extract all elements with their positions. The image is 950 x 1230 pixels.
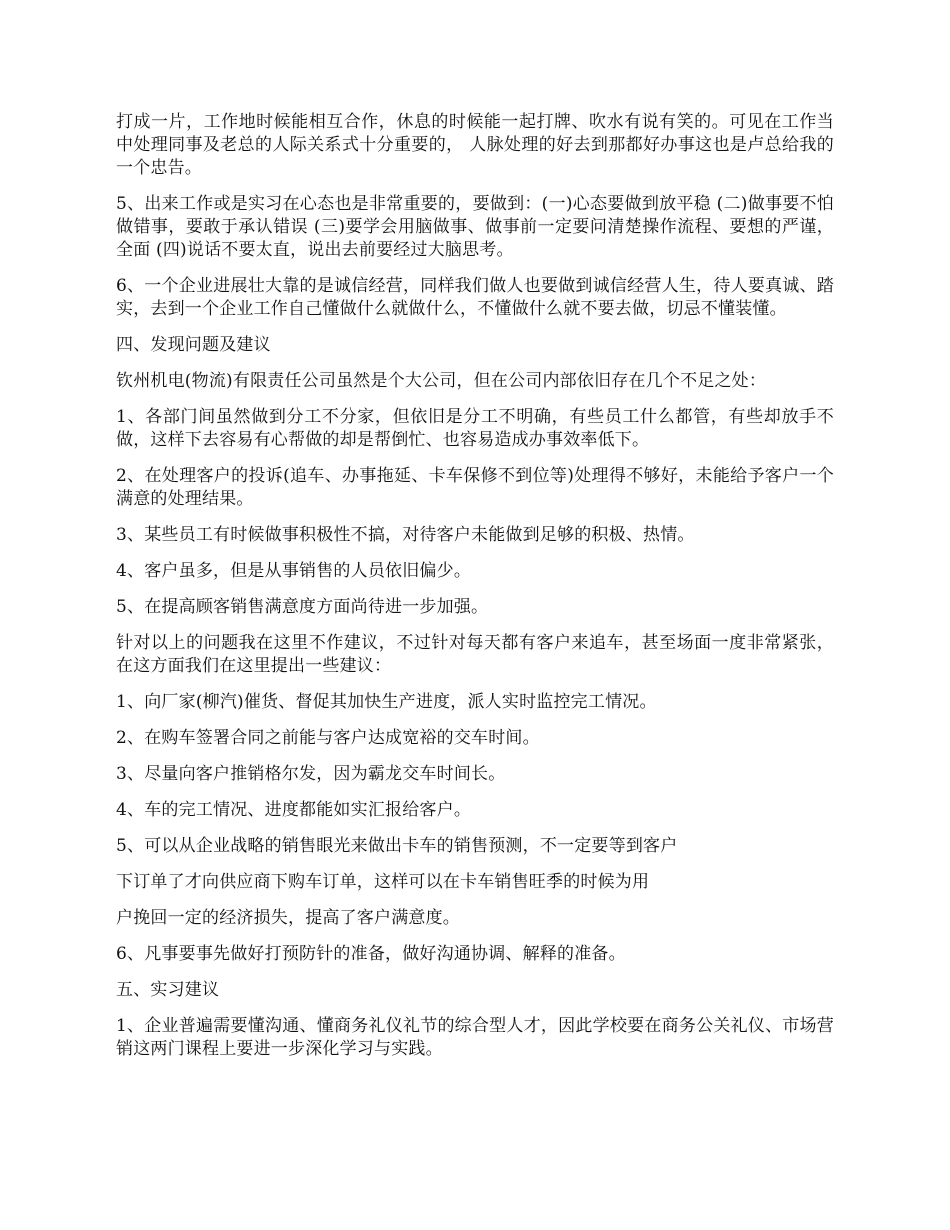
paragraph-interpersonal-advice: 打成一片，工作地时候能相互合作，休息的时候能一起打牌、吹水有说有笑的。可见在工作当中处理同事及老总的人际关系式十分重要的， 人脉处理的好去到那都好办事这也是卢总给我的一个忠告。 [116, 112, 834, 178]
list-item-suggestion-2: 2、在购车签署合同之前能与客户达成宽裕的交车时间。 [116, 728, 540, 748]
section-heading-problems: 四、发现问题及建议 [116, 335, 271, 355]
document-body [116, 111, 834, 1074]
list-item-suggestion-4: 4、车的完工情况、进度都能如实汇报给客户。 [116, 800, 472, 820]
list-item-problem-5: 5、在提高顾客销售满意度方面尚待进一步加强。 [116, 597, 489, 617]
list-item-advice-1: 1、企业普遍需要懂沟通、懂商务礼仪礼节的综合型人才，因此学校要在商务公关礼仪、市场营销这两门课程上要进一步深化学习与实践。 [116, 1016, 834, 1059]
list-item-suggestion-5-line-2: 下订单了才向供应商下购车订单，这样可以在卡车销售旺季的时候为用 [116, 872, 650, 892]
list-item-problem-4: 4、客户虽多，但是从事销售的人员依旧偏少。 [116, 561, 472, 581]
list-item-problem-2: 2、在处理客户的投诉(追车、办事拖延、卡车保修不到位等)处理得不够好，未能给予客户一个满意的处理结果。 [116, 466, 834, 509]
paragraph-company-intro: 钦州机电(物流)有限责任公司虽然是个大公司，但在公司内部依旧存在几个不足之处： [116, 371, 767, 391]
list-item-problem-1: 1、各部门间虽然做到分工不分家，但依旧是分工不明确，有些员工什么都管，有些却放手不做，这样下去容易有心帮做的却是帮倒忙、也容易造成办事效率低下。 [116, 407, 834, 450]
list-item-suggestion-5-line-1: 5、可以从企业战略的销售眼光来做出卡车的销售预测，不一定要等到客户 [116, 836, 678, 856]
list-item-suggestion-1: 1、向厂家(柳汽)催货、督促其加快生产进度，派人实时监控完工情况。 [116, 692, 657, 712]
paragraph-point-5-attitude: 5、出来工作或是实习在心态也是非常重要的，要做到：(一)心态要做到放平稳 (二)做事要不怕做错事，要敢于承认错误 (三)要学会用脑做事、做事前一定要问清楚操作流程、要想的严谨，全面 (四)说话不要太直，说出去前要经过大脑思考。 [116, 194, 834, 260]
list-item-suggestion-5-line-3: 户挽回一定的经济损失，提高了客户满意度。 [116, 908, 460, 928]
list-item-problem-3: 3、某些员工有时候做事积极性不搞，对待客户未能做到足够的积极、热情。 [116, 525, 695, 545]
section-heading-internship-advice: 五、实习建议 [116, 980, 220, 1000]
list-item-suggestion-6: 6、凡事要事先做好打预防针的准备，做好沟通协调、解释的准备。 [116, 944, 626, 964]
list-item-suggestion-3: 3、尽量向客户推销格尔发，因为霸龙交车时间长。 [116, 764, 506, 784]
paragraph-suggestions-intro: 针对以上的问题我在这里不作建议，不过针对每天都有客户来追车，甚至场面一度非常紧张，在这方面我们在这里提出一些建议： [116, 633, 834, 676]
paragraph-point-6-integrity: 6、一个企业进展壮大靠的是诚信经营，同样我们做人也要做到诚信经营人生，待人要真诚、踏实，去到一个企业工作自己懂做什么就做什么，不懂做什么就不要去做，切忌不懂装懂。 [116, 276, 834, 319]
